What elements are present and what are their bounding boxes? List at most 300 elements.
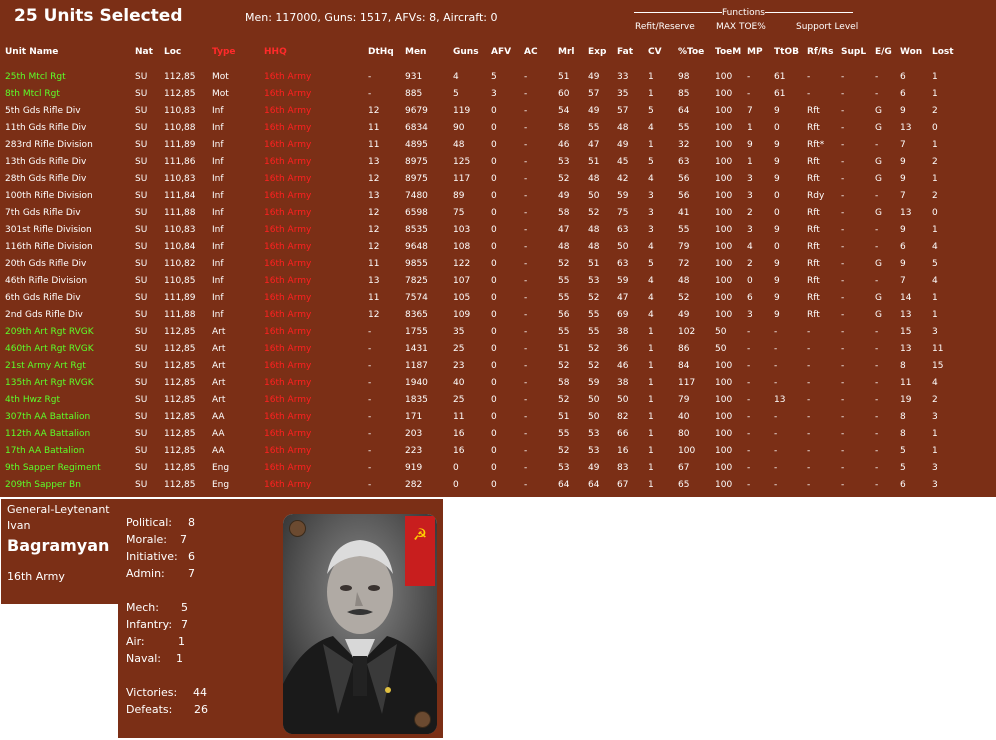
unit-toem-cell: 100 <box>715 394 733 405</box>
unit-mrl-cell: 52 <box>558 173 570 184</box>
column-header[interactable]: Loc <box>164 46 182 57</box>
unit-mp-cell: - <box>747 360 751 371</box>
unit-name-cell[interactable]: 4th Hwz Rgt <box>5 394 61 405</box>
unit-lost-cell: 2 <box>932 156 938 167</box>
unit-cv-cell: 1 <box>648 445 654 456</box>
unit-eg-cell: G <box>875 258 882 269</box>
unit-type-cell: AA <box>212 411 225 422</box>
unit-hhq-cell[interactable]: 16th Army <box>264 224 312 235</box>
unit-eg-cell: G <box>875 309 882 320</box>
unit-ttob-cell: - <box>774 377 778 388</box>
unit-dthq-cell: 11 <box>368 122 380 133</box>
unit-guns-cell: 23 <box>453 360 465 371</box>
unit-dthq-cell: 12 <box>368 224 380 235</box>
unit-mp-cell: - <box>747 88 751 99</box>
unit-name-cell[interactable]: 116th Rifle Division <box>5 241 93 252</box>
unit-loc-cell: 112,85 <box>164 360 196 371</box>
unit-name-cell[interactable]: 460th Art Rgt RVGK <box>5 343 94 354</box>
unit-fat-cell: 82 <box>617 411 629 422</box>
unit-ttob-cell: 0 <box>774 241 780 252</box>
max-toe-button[interactable]: MAX TOE% <box>716 22 766 32</box>
unit-supl-cell: - <box>841 122 845 133</box>
unit-mrl-cell: 51 <box>558 71 570 82</box>
unit-guns-cell: 25 <box>453 394 465 405</box>
unit-dthq-cell: - <box>368 445 372 456</box>
table-row[interactable] <box>3 374 958 391</box>
unit-hhq-cell[interactable]: 16th Army <box>264 343 312 354</box>
unit-toem-cell: 100 <box>715 292 733 303</box>
unit-mrl-cell: 54 <box>558 105 570 116</box>
unit-toe-cell: 102 <box>678 326 696 337</box>
unit-hhq-cell[interactable]: 16th Army <box>264 71 312 82</box>
unit-eg-cell: - <box>875 224 879 235</box>
unit-dthq-cell: - <box>368 394 372 405</box>
unit-lost-cell: 0 <box>932 207 938 218</box>
unit-name-cell[interactable]: 20th Gds Rifle Div <box>5 258 87 269</box>
unit-afv-cell: 0 <box>491 394 497 405</box>
unit-rf-cell: - <box>807 462 811 473</box>
unit-exp-cell: 49 <box>588 71 600 82</box>
unit-name-cell[interactable]: 209th Sapper Bn <box>5 479 81 490</box>
column-header[interactable]: AC <box>524 46 538 57</box>
unit-supl-cell: - <box>841 258 845 269</box>
unit-eg-cell: G <box>875 156 882 167</box>
unit-nat-cell: SU <box>135 309 148 320</box>
unit-supl-cell: - <box>841 462 845 473</box>
unit-fat-cell: 57 <box>617 105 629 116</box>
unit-toem-cell: 100 <box>715 207 733 218</box>
unit-dthq-cell: 12 <box>368 309 380 320</box>
unit-ttob-cell: - <box>774 462 778 473</box>
unit-men-cell: 931 <box>405 71 423 82</box>
unit-name-cell[interactable]: 11th Gds Rifle Div <box>5 122 87 133</box>
unit-name-cell[interactable]: 2nd Gds Rifle Div <box>5 309 83 320</box>
column-header[interactable]: MP <box>747 46 763 57</box>
unit-cv-cell: 1 <box>648 360 654 371</box>
unit-name-cell[interactable]: 135th Art Rgt RVGK <box>5 377 94 388</box>
unit-nat-cell: SU <box>135 479 148 490</box>
unit-men-cell: 8365 <box>405 309 428 320</box>
support-level-button[interactable]: Support Level <box>796 22 859 32</box>
table-row[interactable] <box>3 408 958 425</box>
unit-mp-cell: 1 <box>747 156 753 167</box>
unit-fat-cell: 48 <box>617 122 629 133</box>
unit-men-cell: 282 <box>405 479 423 490</box>
unit-hhq-cell[interactable]: 16th Army <box>264 377 312 388</box>
unit-type-cell: Inf <box>212 275 224 286</box>
leader-stat-value: 5 <box>181 601 188 614</box>
unit-eg-cell: - <box>875 445 879 456</box>
unit-name-cell[interactable]: 13th Gds Rifle Div <box>5 156 87 167</box>
unit-hhq-cell[interactable]: 16th Army <box>264 428 312 439</box>
unit-men-cell: 1755 <box>405 326 428 337</box>
column-header[interactable]: CV <box>648 46 662 57</box>
unit-eg-cell: - <box>875 428 879 439</box>
column-header[interactable]: TtOB <box>774 46 799 57</box>
column-header[interactable]: HHQ <box>264 46 287 57</box>
unit-won-cell: 13 <box>900 343 912 354</box>
unit-dthq-cell: - <box>368 377 372 388</box>
unit-toe-cell: 84 <box>678 360 690 371</box>
unit-name-cell[interactable]: 17th AA Battalion <box>5 445 85 456</box>
table-row[interactable] <box>3 476 958 493</box>
unit-hhq-cell[interactable]: 16th Army <box>264 241 312 252</box>
table-row[interactable] <box>3 68 958 85</box>
leader-last-name[interactable]: Bagramyan <box>7 536 110 555</box>
unit-toem-cell: 100 <box>715 139 733 150</box>
column-header[interactable]: %Toe <box>678 46 705 57</box>
unit-guns-cell: 109 <box>453 309 471 320</box>
unit-ac-cell: - <box>524 207 528 218</box>
unit-guns-cell: 5 <box>453 88 459 99</box>
unit-loc-cell: 112,85 <box>164 394 196 405</box>
unit-loc-cell: 110,85 <box>164 275 196 286</box>
unit-nat-cell: SU <box>135 71 148 82</box>
unit-fat-cell: 67 <box>617 479 629 490</box>
unit-fat-cell: 83 <box>617 462 629 473</box>
unit-mp-cell: - <box>747 479 751 490</box>
unit-loc-cell: 112,85 <box>164 377 196 388</box>
unit-rf-cell: Rft <box>807 224 820 235</box>
unit-name-cell[interactable]: 301st Rifle Division <box>5 224 92 235</box>
unit-mp-cell: 3 <box>747 309 753 320</box>
unit-name-cell[interactable]: 307th AA Battalion <box>5 411 91 422</box>
unit-ttob-cell: 0 <box>774 207 780 218</box>
leader-stat-label: Infantry: <box>126 618 173 631</box>
unit-hhq-cell[interactable]: 16th Army <box>264 394 312 405</box>
unit-loc-cell: 110,84 <box>164 241 196 252</box>
unit-men-cell: 8975 <box>405 156 428 167</box>
unit-supl-cell: - <box>841 156 845 167</box>
table-row[interactable] <box>3 340 958 357</box>
unit-type-cell: AA <box>212 428 225 439</box>
unit-exp-cell: 49 <box>588 462 600 473</box>
unit-name-cell[interactable]: 112th AA Battalion <box>5 428 91 439</box>
column-header[interactable]: Mrl <box>558 46 575 57</box>
table-row[interactable] <box>3 357 958 374</box>
leader-stat <box>126 635 185 648</box>
unit-hhq-cell[interactable]: 16th Army <box>264 173 312 184</box>
unit-loc-cell: 111,89 <box>164 292 196 303</box>
unit-mp-cell: 1 <box>747 122 753 133</box>
unit-toem-cell: 100 <box>715 156 733 167</box>
column-header[interactable]: Exp <box>588 46 607 57</box>
unit-rf-cell: - <box>807 394 811 405</box>
leader-portrait-card[interactable] <box>283 514 437 734</box>
unit-hhq-cell[interactable]: 16th Army <box>264 258 312 269</box>
unit-supl-cell: - <box>841 394 845 405</box>
unit-toem-cell: 100 <box>715 224 733 235</box>
unit-loc-cell: 111,88 <box>164 207 196 218</box>
unit-exp-cell: 51 <box>588 258 600 269</box>
unit-lost-cell: 1 <box>932 88 938 99</box>
table-row[interactable] <box>3 136 958 153</box>
unit-fat-cell: 63 <box>617 258 629 269</box>
unit-toem-cell: 100 <box>715 275 733 286</box>
column-header[interactable]: DtHq <box>368 46 394 57</box>
unit-hhq-cell[interactable]: 16th Army <box>264 139 312 150</box>
leader-command[interactable]: 16th Army <box>7 570 65 583</box>
unit-type-cell: AA <box>212 445 225 456</box>
unit-name-cell[interactable]: 209th Art Rgt RVGK <box>5 326 94 337</box>
unit-toe-cell: 80 <box>678 428 690 439</box>
unit-cv-cell: 1 <box>648 139 654 150</box>
unit-name-cell[interactable]: 7th Gds Rifle Div <box>5 207 81 218</box>
unit-won-cell: 9 <box>900 258 906 269</box>
unit-hhq-cell[interactable]: 16th Army <box>264 445 312 456</box>
unit-afv-cell: 0 <box>491 343 497 354</box>
unit-dthq-cell: - <box>368 360 372 371</box>
table-row[interactable] <box>3 187 958 204</box>
unit-hhq-cell[interactable]: 16th Army <box>264 360 312 371</box>
unit-hhq-cell[interactable]: 16th Army <box>264 275 312 286</box>
unit-name-cell[interactable]: 21st Army Art Rgt <box>5 360 86 371</box>
unit-fat-cell: 36 <box>617 343 629 354</box>
column-header[interactable]: E/G <box>875 46 892 57</box>
column-header[interactable]: Rf/Rs <box>807 46 834 57</box>
unit-mp-cell: 9 <box>747 139 753 150</box>
column-header[interactable]: Nat <box>135 46 153 57</box>
unit-loc-cell: 112,85 <box>164 428 196 439</box>
leader-stat-label: Naval: <box>126 652 161 665</box>
unit-eg-cell: - <box>875 377 879 388</box>
unit-afv-cell: 5 <box>491 71 497 82</box>
unit-afv-cell: 0 <box>491 479 497 490</box>
unit-hhq-cell[interactable]: 16th Army <box>264 411 312 422</box>
unit-dthq-cell: 12 <box>368 105 380 116</box>
unit-mrl-cell: 49 <box>558 190 570 201</box>
unit-ttob-cell: 9 <box>774 224 780 235</box>
selection-summary: Men: 117000, Guns: 1517, AFVs: 8, Aircraft: 0 <box>245 11 498 24</box>
unit-mrl-cell: 60 <box>558 88 570 99</box>
unit-rf-cell: Rft <box>807 173 820 184</box>
unit-won-cell: 5 <box>900 462 906 473</box>
column-header[interactable]: Guns <box>453 46 479 57</box>
unit-exp-cell: 52 <box>588 292 600 303</box>
table-row[interactable] <box>3 119 958 136</box>
unit-hhq-cell[interactable]: 16th Army <box>264 479 312 490</box>
unit-type-cell: Art <box>212 377 226 388</box>
unit-type-cell: Inf <box>212 241 224 252</box>
unit-toe-cell: 32 <box>678 139 690 150</box>
unit-won-cell: 13 <box>900 309 912 320</box>
unit-hhq-cell[interactable]: 16th Army <box>264 292 312 303</box>
unit-cv-cell: 5 <box>648 258 654 269</box>
unit-guns-cell: 125 <box>453 156 471 167</box>
table-row[interactable] <box>3 323 958 340</box>
column-header[interactable]: Men <box>405 46 427 57</box>
unit-exp-cell: 50 <box>588 394 600 405</box>
unit-won-cell: 8 <box>900 360 906 371</box>
leader-stat <box>126 567 195 580</box>
unit-hhq-cell[interactable]: 16th Army <box>264 190 312 201</box>
table-row[interactable] <box>3 85 958 102</box>
column-header[interactable]: Lost <box>932 46 954 57</box>
unit-hhq-cell[interactable]: 16th Army <box>264 105 312 116</box>
table-row[interactable] <box>3 221 958 238</box>
leader-stat-label: Initiative: <box>126 550 178 563</box>
unit-toem-cell: 100 <box>715 122 733 133</box>
table-row[interactable] <box>3 306 958 323</box>
unit-eg-cell: - <box>875 326 879 337</box>
column-header[interactable]: Won <box>900 46 923 57</box>
unit-ttob-cell: - <box>774 360 778 371</box>
table-row[interactable] <box>3 238 958 255</box>
unit-dthq-cell: - <box>368 428 372 439</box>
unit-guns-cell: 0 <box>453 479 459 490</box>
unit-name-cell[interactable]: 5th Gds Rifle Div <box>5 105 81 116</box>
unit-supl-cell: - <box>841 224 845 235</box>
unit-loc-cell: 112,85 <box>164 445 196 456</box>
table-row[interactable] <box>3 459 958 476</box>
unit-fat-cell: 47 <box>617 292 629 303</box>
unit-men-cell: 8535 <box>405 224 428 235</box>
unit-type-cell: Inf <box>212 258 224 269</box>
unit-rf-cell: Rft <box>807 258 820 269</box>
unit-nat-cell: SU <box>135 139 148 150</box>
unit-ac-cell: - <box>524 428 528 439</box>
unit-nat-cell: SU <box>135 207 148 218</box>
unit-rf-cell: - <box>807 428 811 439</box>
unit-hhq-cell[interactable]: 16th Army <box>264 88 312 99</box>
unit-name-cell[interactable]: 8th Mtcl Rgt <box>5 88 60 99</box>
unit-men-cell: 7480 <box>405 190 428 201</box>
unit-toe-cell: 79 <box>678 394 690 405</box>
unit-ttob-cell: 0 <box>774 122 780 133</box>
unit-mp-cell: 6 <box>747 292 753 303</box>
table-row[interactable] <box>3 442 958 459</box>
unit-mp-cell: 3 <box>747 190 753 201</box>
unit-afv-cell: 0 <box>491 428 497 439</box>
unit-afv-cell: 0 <box>491 258 497 269</box>
leader-stat-value: 44 <box>193 686 207 699</box>
unit-mrl-cell: 46 <box>558 139 570 150</box>
unit-mrl-cell: 51 <box>558 343 570 354</box>
unit-hhq-cell[interactable]: 16th Army <box>264 462 312 473</box>
table-row[interactable] <box>3 255 958 272</box>
unit-rf-cell: - <box>807 360 811 371</box>
column-header[interactable]: Unit Name <box>5 46 59 57</box>
unit-won-cell: 13 <box>900 207 912 218</box>
table-row[interactable] <box>3 170 958 187</box>
unit-name-cell[interactable]: 100th Rifle Division <box>5 190 93 201</box>
table-row[interactable] <box>3 425 958 442</box>
unit-hhq-cell[interactable]: 16th Army <box>264 326 312 337</box>
unit-mp-cell: 7 <box>747 105 753 116</box>
unit-won-cell: 7 <box>900 190 906 201</box>
unit-toe-cell: 65 <box>678 479 690 490</box>
unit-won-cell: 6 <box>900 241 906 252</box>
column-header[interactable]: SupL <box>841 46 867 57</box>
unit-won-cell: 9 <box>900 105 906 116</box>
unit-name-cell[interactable]: 46th Rifle Division <box>5 275 88 286</box>
unit-mrl-cell: 58 <box>558 377 570 388</box>
column-header[interactable]: ToeM <box>715 46 742 57</box>
table-row[interactable] <box>3 204 958 221</box>
unit-won-cell: 6 <box>900 88 906 99</box>
unit-nat-cell: SU <box>135 122 148 133</box>
unit-ttob-cell: 0 <box>774 190 780 201</box>
unit-nat-cell: SU <box>135 411 148 422</box>
table-header <box>3 44 958 59</box>
unit-dthq-cell: - <box>368 326 372 337</box>
unit-nat-cell: SU <box>135 462 148 473</box>
unit-name-cell[interactable]: 6th Gds Rifle Div <box>5 292 81 303</box>
unit-name-cell[interactable]: 9th Sapper Regiment <box>5 462 101 473</box>
unit-toe-cell: 85 <box>678 88 690 99</box>
unit-rf-cell: Rft <box>807 241 820 252</box>
unit-type-cell: Inf <box>212 190 224 201</box>
unit-mp-cell: 3 <box>747 224 753 235</box>
unit-men-cell: 6834 <box>405 122 428 133</box>
table-row[interactable] <box>3 289 958 306</box>
unit-toem-cell: 100 <box>715 360 733 371</box>
unit-hhq-cell[interactable]: 16th Army <box>264 122 312 133</box>
unit-nat-cell: SU <box>135 428 148 439</box>
unit-hhq-cell[interactable]: 16th Army <box>264 309 312 320</box>
unit-name-cell[interactable]: 28th Gds Rifle Div <box>5 173 87 184</box>
unit-supl-cell: - <box>841 71 845 82</box>
unit-name-cell[interactable]: 283rd Rifle Division <box>5 139 93 150</box>
unit-rf-cell: Rft <box>807 207 820 218</box>
unit-type-cell: Inf <box>212 105 224 116</box>
unit-type-cell: Art <box>212 343 226 354</box>
unit-ttob-cell: 9 <box>774 258 780 269</box>
column-header[interactable]: Type <box>212 46 236 57</box>
unit-won-cell: 8 <box>900 411 906 422</box>
unit-dthq-cell: 13 <box>368 190 380 201</box>
unit-won-cell: 13 <box>900 122 912 133</box>
unit-fat-cell: 16 <box>617 445 629 456</box>
unit-ttob-cell: 9 <box>774 309 780 320</box>
unit-loc-cell: 112,85 <box>164 88 196 99</box>
unit-lost-cell: 0 <box>932 122 938 133</box>
unit-toem-cell: 100 <box>715 445 733 456</box>
leader-stat-label: Political: <box>126 516 173 529</box>
unit-afv-cell: 0 <box>491 241 497 252</box>
unit-loc-cell: 110,83 <box>164 105 196 116</box>
unit-ac-cell: - <box>524 292 528 303</box>
refit-reserve-button[interactable]: Refit/Reserve <box>635 22 695 32</box>
column-header[interactable]: Fat <box>617 46 633 57</box>
unit-afv-cell: 0 <box>491 275 497 286</box>
unit-supl-cell: - <box>841 207 845 218</box>
unit-ac-cell: - <box>524 122 528 133</box>
unit-hhq-cell[interactable]: 16th Army <box>264 156 312 167</box>
column-header[interactable]: AFV <box>491 46 512 57</box>
leader-stat-value: 6 <box>188 550 195 563</box>
unit-mrl-cell: 58 <box>558 122 570 133</box>
table-row[interactable] <box>3 391 958 408</box>
unit-loc-cell: 110,83 <box>164 224 196 235</box>
unit-nat-cell: SU <box>135 241 148 252</box>
unit-cv-cell: 4 <box>648 173 654 184</box>
table-row[interactable] <box>3 102 958 119</box>
unit-name-cell[interactable]: 25th Mtcl Rgt <box>5 71 66 82</box>
unit-lost-cell: 15 <box>932 360 944 371</box>
unit-type-cell: Inf <box>212 173 224 184</box>
unit-cv-cell: 1 <box>648 326 654 337</box>
unit-rf-cell: Rft <box>807 309 820 320</box>
table-row[interactable] <box>3 272 958 289</box>
unit-supl-cell: - <box>841 360 845 371</box>
leader-stat <box>126 533 187 546</box>
unit-dthq-cell: 12 <box>368 173 380 184</box>
unit-nat-cell: SU <box>135 173 148 184</box>
unit-hhq-cell[interactable]: 16th Army <box>264 207 312 218</box>
unit-ac-cell: - <box>524 411 528 422</box>
table-row[interactable] <box>3 153 958 170</box>
